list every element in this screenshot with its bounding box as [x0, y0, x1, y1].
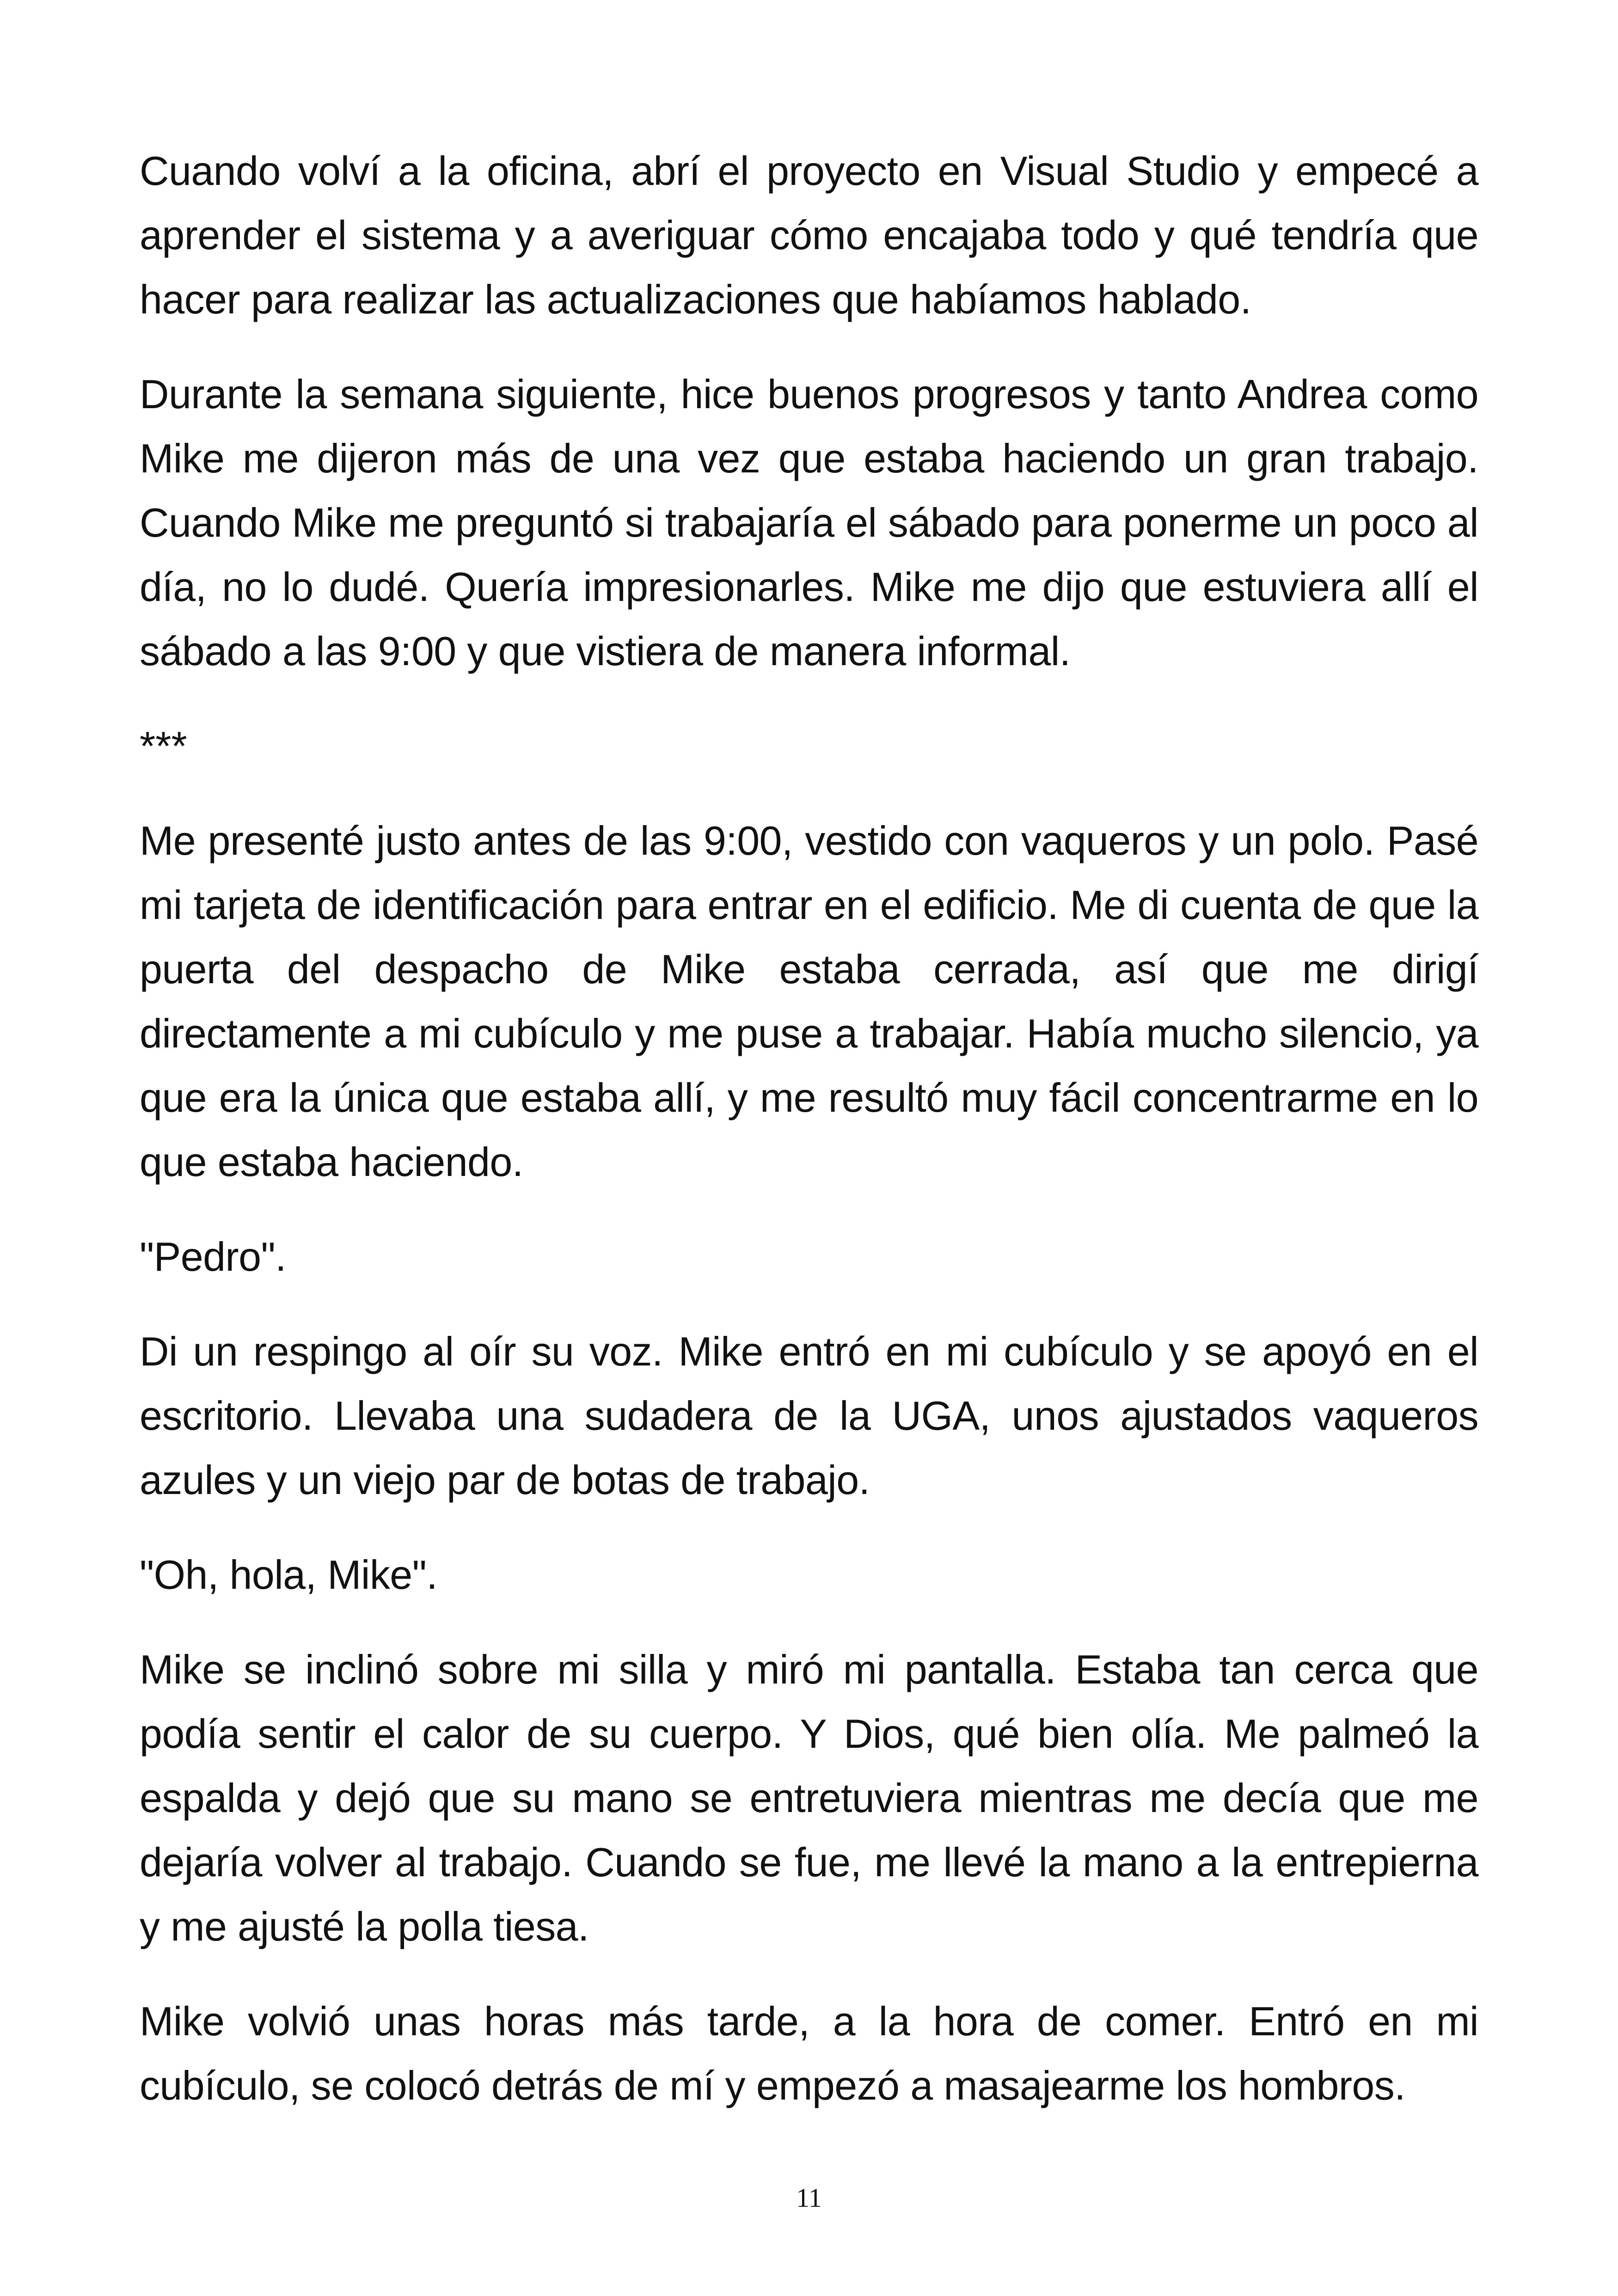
paragraph-4: Di un respingo al oír su voz. Mike entró en mi cubículo y se apoyó en el escritorio. Llevaba una sudadera de la UGA, unos ajustados vaqueros azules y un viejo par de botas de trabajo. [140, 1329, 1478, 1503]
page-number: 11 [796, 2183, 822, 2213]
dialog-line-2: "Oh, hola, Mike". [140, 1552, 438, 1598]
paragraph-6: Mike volvió unas horas más tarde, a la hora de comer. Entró en mi cubículo, se colocó detrás de mí y empezó a masajearme los hombros. [140, 1998, 1478, 2108]
paragraph-2: Durante la semana siguiente, hice buenos progresos y tanto Andrea como Mike me dijeron más de una vez que estaba haciendo un gran trabajo. Cuando Mike me preguntó si trabajaría el sábado para ponerme un poco al día, no lo dudé. Quería impresionarles. Mike me dijo que estuviera allí el sábado a las 9:00 y que vistiera de manera informal. [140, 371, 1478, 674]
paragraph-1: Cuando volví a la oficina, abrí el proyecto en Visual Studio y empecé a aprender el sistema y a averiguar cómo encajaba todo y qué tendría que hacer para realizar las actualizaciones que habíamos hablado. [140, 148, 1478, 322]
paragraph-3: Me presenté justo antes de las 9:00, vestido con vaqueros y un polo. Pasé mi tarjeta de identificación para entrar en el edificio. Me di cuenta de que la puerta del despacho de Mike estaba cerrada, así que me dirigí directamente a mi cubículo y me puse a trabajar. Había mucho silencio, ya que era la única que estaba allí, y me resultó muy fácil concentrarme en lo que estaba haciendo. [140, 818, 1478, 1185]
body-text [140, 139, 1478, 2148]
paragraph-5: Mike se inclinó sobre mi silla y miró mi pantalla. Estaba tan cerca que podía sentir el calor de su cuerpo. Y Dios, qué bien olía. Me palmeó la espalda y dejó que su mano se entretuviera mientras me decía que me dejaría volver al trabajo. Cuando se fue, me llevé la mano a la entrepierna y me ajusté la polla tiesa. [140, 1647, 1478, 1949]
dialog-line-1: "Pedro". [140, 1234, 286, 1280]
section-separator: *** [140, 723, 187, 769]
